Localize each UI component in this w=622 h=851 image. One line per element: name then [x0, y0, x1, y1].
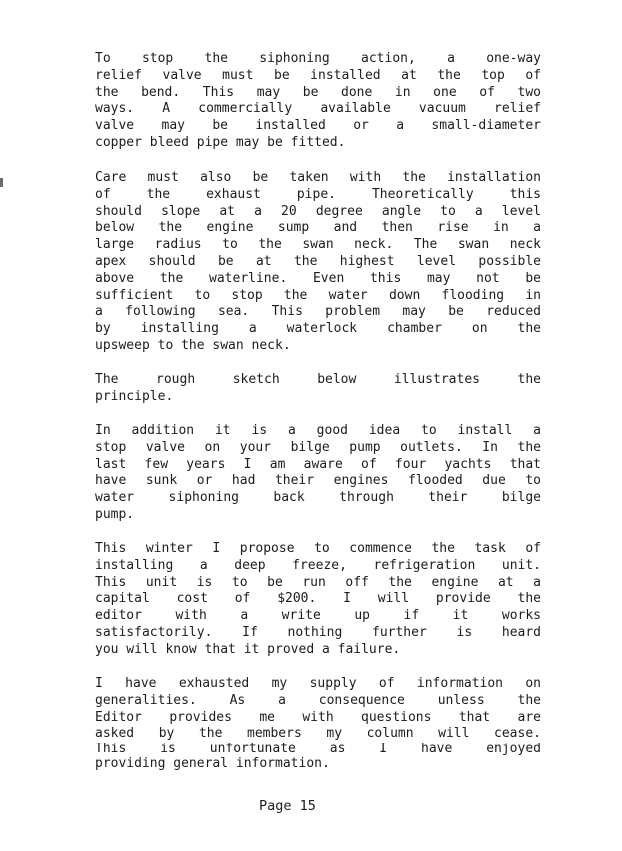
text-line: sufficient to stop the water down flooding in: [95, 287, 541, 303]
text-line: ways. A commercially available vacuum relief: [95, 101, 541, 117]
text-line: by installing a waterlock chamber on the: [95, 321, 541, 337]
text-line: upsweep to the swan neck.: [95, 337, 291, 353]
text-line: I have exhausted my supply of information on: [95, 676, 541, 691]
text-line: This unit is to be run off the engine at a: [95, 574, 541, 590]
text-line: above the waterline. Even this may not be: [95, 270, 541, 286]
text-line: of the exhaust pipe. Theoretically this: [95, 186, 541, 202]
text-line: should slope at a 20 degree angle to a level: [95, 203, 541, 219]
text-line: providing general information.: [95, 755, 330, 771]
text-line: have sunk or had their engines flooded due to: [95, 473, 541, 489]
text-line: capital cost of $200. I will provide the: [95, 591, 541, 607]
text-line: copper bleed pipe may be fitted.: [95, 134, 346, 150]
text-line: asked by the members my column will cease.: [95, 726, 541, 742]
text-line: Care must also be taken with the installation: [95, 170, 541, 185]
text-line: stop valve on your bilge pump outlets. In the: [95, 439, 541, 455]
paragraph-closing: [95, 676, 541, 772]
text-line: large radius to the swan neck. The swan neck: [95, 237, 541, 253]
text-line: a following sea. This problem may be reduced: [95, 304, 541, 320]
text-line: To stop the siphoning action, a one-way: [95, 51, 541, 66]
text-line: In addition it is a good idea to install a: [95, 423, 541, 438]
paragraph-sketch-note: [95, 372, 541, 406]
text-line: This winter I propose to commence the task of: [95, 541, 541, 556]
text-line: below the engine sump and then rise in a: [95, 220, 541, 236]
paragraph-bilge-valve: [95, 423, 541, 524]
text-line: apex should be at the highest level possible: [95, 253, 541, 269]
text-line: This is unfortunate as I have enjoyed: [95, 743, 541, 756]
text-line: water siphoning back through their bilge: [95, 490, 541, 506]
text-line: The rough sketch below illustrates the: [95, 372, 541, 387]
paragraph-siphoning: [95, 51, 541, 152]
text-line: generalities. As a consequence unless the: [95, 692, 541, 708]
text-line: the bend. This may be done in one of two: [95, 84, 541, 100]
text-line: relief valve must be installed at the top of: [95, 67, 541, 83]
text-line: Editor provides me with questions that are: [95, 709, 541, 725]
text-line: editor with a write up if it works: [95, 608, 541, 624]
text-line: principle.: [95, 388, 174, 404]
text-line: you will know that it proved a failure.: [95, 641, 401, 657]
scan-edge-mark: [0, 178, 3, 187]
text-line: satisfactorily. If nothing further is heard: [95, 624, 541, 640]
text-line: pump.: [95, 506, 135, 522]
paragraph-exhaust-pipe: [95, 170, 541, 355]
text-line: last few years I am aware of four yachts that: [95, 456, 541, 472]
text-line: valve may be installed or a small-diameter: [95, 118, 541, 134]
text-line: installing a deep freeze, refrigeration unit.: [95, 557, 541, 573]
paragraph-refrigeration: [95, 541, 541, 659]
page-number: Page 15: [259, 798, 316, 814]
